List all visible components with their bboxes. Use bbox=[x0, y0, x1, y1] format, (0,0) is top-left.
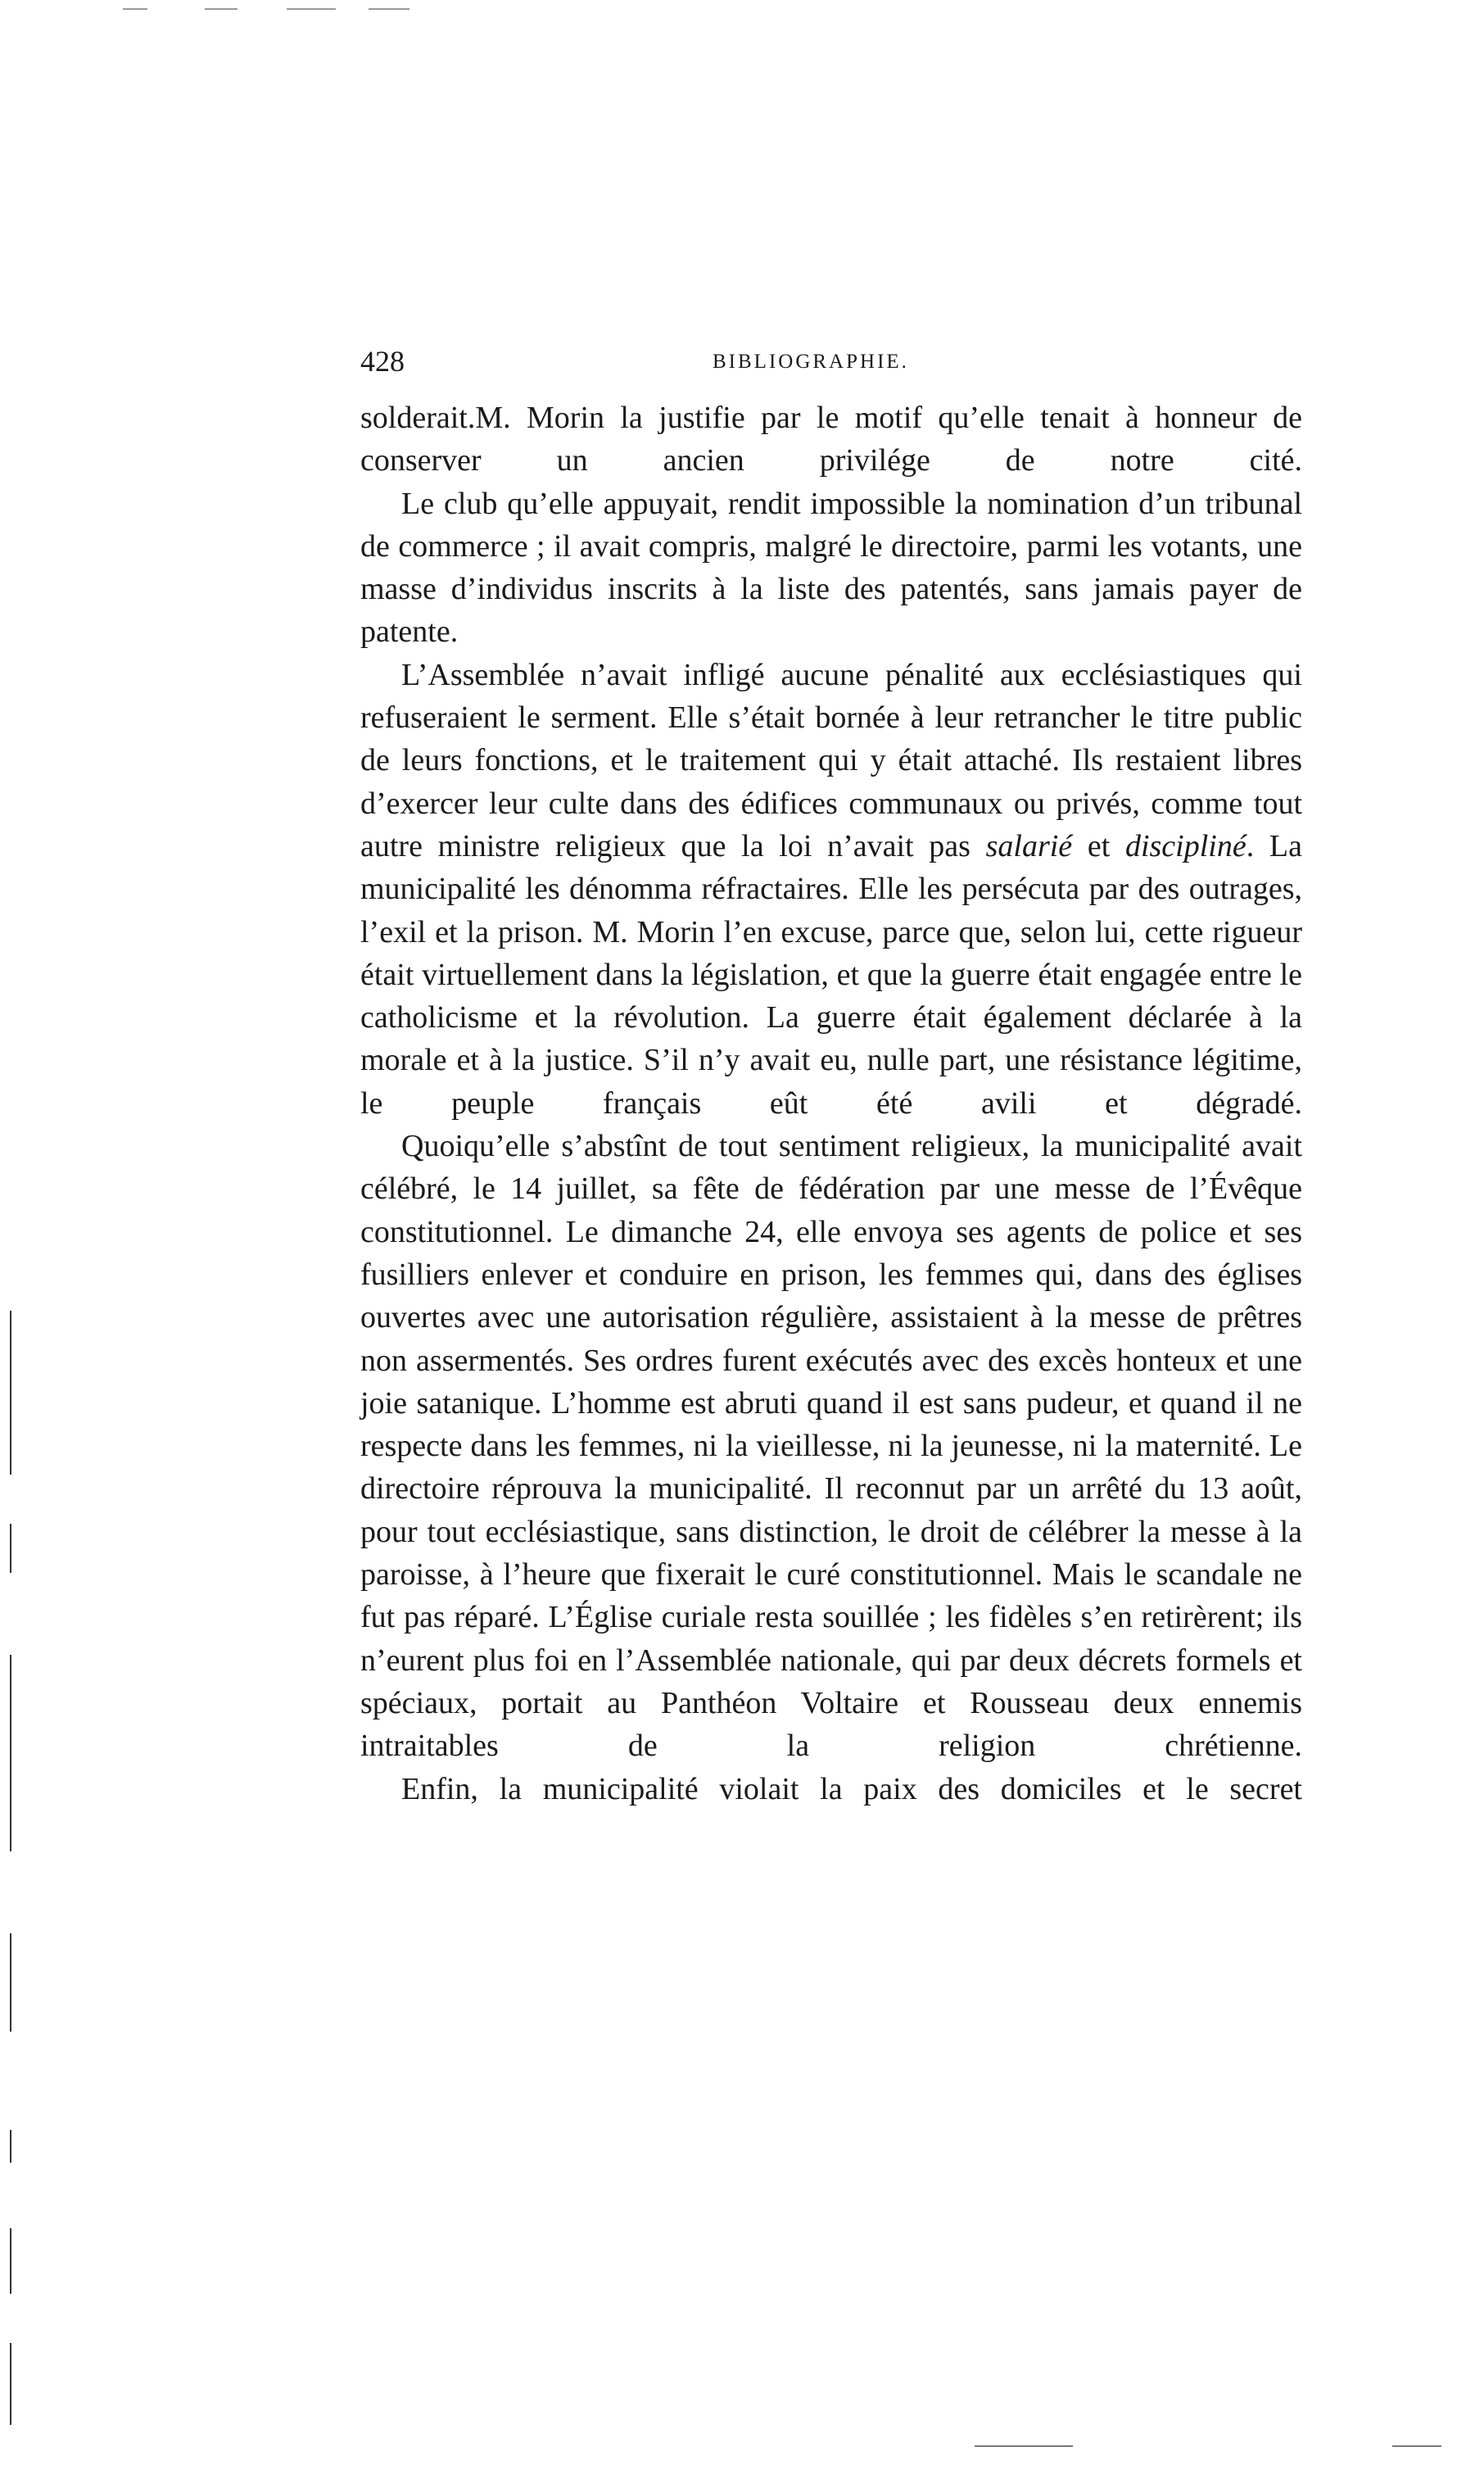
scan-artifact-marks bbox=[123, 8, 450, 11]
bottom-rule-right bbox=[1392, 2445, 1441, 2447]
paragraph-3 bbox=[360, 654, 1302, 1125]
paragraph-2: Le club qu’elle appuyait, rendit impossible la nomination d’un tribunal de commerce ; il avait compris, malgré le directoire, parmi les votants, une masse d’individus inscrits à la liste des patentés, sans jamais payer de patente. bbox=[360, 486, 1302, 650]
paragraph-3-between: et bbox=[1072, 828, 1125, 863]
paragraph-4: Quoiqu’elle s’abstînt de tout sentiment religieux, la municipalité avait célébré, le 14 juillet, sa fête de fédération par une messe de l’Évêque constitutionnel. Le dimanche 24, elle envoya ses agents de police et ses fusilliers enlever et conduire en prison, les femmes qui, dans des églises ouvertes avec une autorisation régulière, assistaient à la messe de prêtres non assermentés. Ses ordres furent exécutés avec des excès honteux et une joie satanique. L’homme est abruti quand il est sans pudeur, et quand il ne respecte dans les femmes, ni la vieillesse, ni la jeunesse, ni la maternité. Le directoire réprouva la municipalité. Il reconnut par un arrêté du 13 août, pour tout ecclésiastique, sans distinction, le droit de célébrer la messe à la paroisse, à l’heure que fixerait le curé constitutionnel. Mais le scandale ne fut pas réparé. L’Église curiale resta souillée ; les fidèles s’en retirèrent; ils n’eurent plus foi en l’Assemblée nationale, qui par deux décrets formels et spéciaux, portait au Panthéon Voltaire et Rousseau deux ennemis intraitables de la religion chrétienne. bbox=[360, 1129, 1302, 1764]
page-number: 428 bbox=[360, 345, 405, 378]
paragraph-3-rest: . La municipalité les dénomma réfractaires. Elle les persécuta par des outrages, l’exil et la prison. M. Morin l’en excuse, parce que, selon lui, cette rigueur était virtuellement dans la législation, et que la guerre était engagée entre le catholicisme et la révolution. La guerre était également déclarée à la morale et à la justice. S’il n’y avait eu, nulle part, une résistance légitime, le peuple français eût été avili et dégradé. bbox=[360, 828, 1302, 1121]
paragraph-1: solderait.M. Morin la justifie par le motif qu’elle tenait à honneur de conserver un ancien privilége de notre cité. bbox=[360, 401, 1302, 478]
body-text bbox=[360, 396, 1302, 1810]
paragraph-5: Enfin, la municipalité violait la paix des domiciles et le secret bbox=[401, 1771, 1302, 1806]
book-page bbox=[360, 344, 1302, 1810]
running-head bbox=[360, 344, 1302, 393]
italic-discipline: discipliné bbox=[1124, 828, 1246, 863]
italic-salarie: salarié bbox=[985, 828, 1073, 863]
bottom-rule bbox=[975, 2445, 1073, 2447]
paragraph-3-start: L’Assemblée n’avait infligé aucune pénalité aux ecclésiastiques qui refuseraient le serment. Elle s’était bornée à leur retrancher le titre public de leurs fonctions, et le traitement qui y était attaché. Ils restaient libres d’exercer leur culte dans des édifices communaux ou privés, comme tout autre ministre religieux que la loi n’avait pas bbox=[360, 657, 1302, 863]
scan-margin-lines bbox=[10, 1311, 12, 2441]
running-title: BIBLIOGRAPHIE. bbox=[713, 351, 909, 373]
